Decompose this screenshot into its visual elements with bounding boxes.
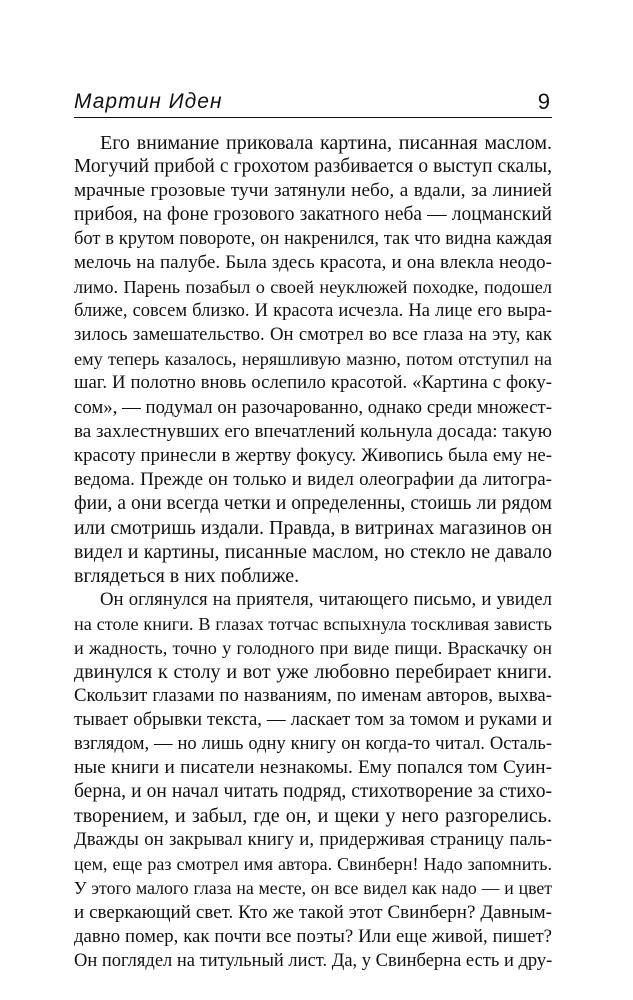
- text-line: прибоя, на фоне грозового закатного неба — лоцманский: [74, 204, 552, 226]
- text-line: двинулся к столу и вот уже любовно перебирает книги.: [74, 661, 552, 684]
- text-line: красоту принесли в жертву фокусу. Живопись была ему не-: [74, 444, 552, 466]
- text-line: Его внимание приковала картина, писанная маслом.: [100, 132, 552, 154]
- text-line: шаг. И полотно вновь ослепило красотой. «Картина с фоку-: [74, 372, 552, 394]
- text-line: Могучий прибой с грохотом разбивается о выступ скалы,: [74, 156, 552, 178]
- text-line: Дважды он закрывал книгу и, придерживая страницу паль-: [74, 829, 552, 851]
- header-rule: [74, 117, 552, 118]
- text-line: и жадность, точно у голодного при виде пищи. Враскачку он: [74, 637, 552, 658]
- text-line: мрачные грозовые тучи затянули небо, а вдали, за линией: [74, 180, 552, 202]
- text-line: лимо. Парень позабыл о своей неуклюжей походке, подошел: [74, 277, 552, 298]
- text-line: взглядом, — но лишь одну книгу он когда-то читал. Осталь-: [74, 734, 552, 755]
- text-line: ва захлестнувших его впечатлений кольнула досада: такую: [74, 420, 552, 442]
- text-line: ближе, совсем близко. И красота исчезла. На лице его выра-: [74, 301, 552, 322]
- text-line: вглядеться в них поближе.: [74, 564, 300, 587]
- text-line: Он поглядел на титульный лист. Да, у Свинберна есть и дру-: [74, 950, 552, 971]
- text-line: ведома. Прежде он только и видел олеографии да литогра-: [74, 468, 552, 490]
- text-line: ные книги и писатели незнакомы. Ему попался том Суин-: [74, 757, 552, 779]
- text-line: сом», — подумал он разочарованно, однако среди множест-: [74, 396, 552, 418]
- text-line: творением, и забыл, где он, и щеки у него разгорелись.: [74, 805, 552, 828]
- page-number: 9: [537, 89, 550, 114]
- text-line: на столе книги. В глазах тотчас вспыхнула тоскливая зависть: [74, 613, 552, 634]
- text-line: цем, еще раз смотрел имя автора. Свинберн! Надо запомнить.: [74, 854, 552, 875]
- text-line: Он оглянулся на приятеля, читающего письмо, и увидел: [100, 588, 552, 610]
- text-line: давно помер, как почти все поэты? Или еще живой, пишет?: [74, 925, 552, 947]
- paragraph-1: [74, 131, 552, 588]
- text-line: или смотришь издали. Правда, в витринах магазинов он: [74, 516, 552, 539]
- text-line: видел и картины, писанные маслом, но стекло не давало: [74, 540, 552, 563]
- body-text: [74, 131, 552, 973]
- text-line: тывает обрывки текста, — ласкает том за томом и руками и: [74, 709, 552, 731]
- running-title: Мартин Иден: [74, 90, 223, 113]
- text-line: У этого малого глаза на месте, он все видел как надо — и цвет: [74, 878, 552, 899]
- text-line: бот в крутом повороте, он накренился, так что видна каждая: [74, 229, 552, 250]
- text-line: зилось замешательство. Он смотрел во все глаза на эту, как: [74, 324, 552, 346]
- text-line: ему теперь казалось, неряшливую мазню, потом отступил на: [74, 349, 552, 370]
- page-header: [74, 88, 552, 120]
- text-line: фии, а они всегда четки и определенны, стоишь ли рядом: [74, 492, 552, 514]
- text-line: и сверкающий свет. Кто же такой этот Свинберн? Давным-: [74, 901, 552, 923]
- text-line: мелочь на палубе. Была здесь красота, и она влекла неодо-: [74, 252, 552, 274]
- text-line: Скользит глазами по названиям, по именам авторов, выхва-: [74, 685, 552, 707]
- paragraph-2: [74, 588, 552, 973]
- text-line: берна, и он начал читать подряд, стихотворение за стихо-: [74, 781, 552, 803]
